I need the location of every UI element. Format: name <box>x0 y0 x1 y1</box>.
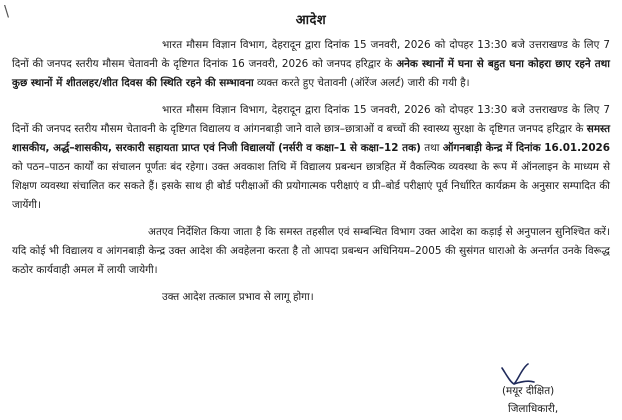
corner-mark: \ <box>4 2 10 20</box>
paragraph-3: अतएव निर्देशित किया जाता है कि समस्त तहसील एवं सम्बन्धित विभाग उक्त आदेश का कड़ाई से अनुपालन सुनिश्चित करें। यदि कोई भी विद्यालय व आंगनबाड़ी केन्द्र उक्त आदेश की अवहेलना करता है तो आपदा प्रबन्धन अधिनियम–2005 की सुसंगत धाराओ के अन्तर्गत उनके विरूद्ध कठोर कार्यवाही अमल में लायी जायेगी। <box>12 226 610 276</box>
para2-text-e: को पठन–पाठन कार्यों का संचालन पूर्णतः बंद रहेगा। उक्त अवकाश तिथि में विद्यालय प्रबन्धन छात्रहित में वैकल्पिक व्यवस्था के रूप में ऑनलाइन के माध्यम से शिक्षण व्यवस्था संचालित कर सकते हैं। इसके साथ ही बोर्ड परीक्षाओं की प्रयोगात्मक परीक्षाएं व प्री–बोर्ड परीक्षाएं पूर्व निर्धारित कार्यक्रम के अनुसार सम्पादित की जायेंगी। <box>12 161 610 211</box>
paragraph-2 <box>12 101 610 215</box>
para1-bold: अनेक स्थानों में घना से बहुत घना कोहरा छाए रहने तथा कुछ स्थानों में शीतलहर/शीत दिवस की स्थिति रहने की सम्भावना <box>12 58 611 89</box>
para1-text-a: भारत मौसम विज्ञान विभाग, देहरादून द्वारा दिनांक 15 जनवरी, 2026 को दोपहर 13:30 बजे उत्तराखण्ड के लिए 7 दिनों की जनपद स्तरीय मौसम चेतावनी के दृष्टिगत दिनांक 16 जनवरी, 2026 को जनपद हरिद्वार के <box>12 39 610 70</box>
document-body <box>12 36 610 315</box>
para2-bold-date: ऑगनबाड़ी केन्द्र में दिनांक 16.01.2026 <box>442 142 611 154</box>
paragraph-1 <box>12 36 610 93</box>
para2-bold-schools: समस्त शासकीय, अर्द्ध–शासकीय, सरकारी सहायता प्राप्त एवं निजी विद्यालयों (नर्सरी व कक्षा–1 से कक्षा–12 तक) <box>12 123 610 154</box>
signatory-designation: जिलाधिकारी, <box>508 403 559 415</box>
para1-text-c: व्यक्त करते हुए चेतावनी (ऑरेंज अलर्ट) जारी की गयी है। <box>253 77 470 89</box>
paragraph-4: उक्त आदेश तत्काल प्रभाव से लागू होगा। <box>162 291 314 303</box>
document-title: आदेश <box>295 13 327 28</box>
para2-text-a: भारत मौसम विज्ञान विभाग, देहरादून द्वारा दिनांक 15 जनवरी, 2026 को दोपहर 13:30 बजे उत्तराखण्ड के लिए 7 दिनों की जनपद स्तरीय मौसम चेतावनी के दृष्टिगत विद्यालय व आंगनबाड़ी जाने वाले छात्र–छात्राओं व बच्चों की स्वास्थ्य सुरक्षा के दृष्टिगत जनपद हरिद्वार के <box>12 104 610 135</box>
para2-text-c: तथा <box>420 142 443 154</box>
signatory-name: (मयूर दीक्षित) <box>502 385 555 397</box>
